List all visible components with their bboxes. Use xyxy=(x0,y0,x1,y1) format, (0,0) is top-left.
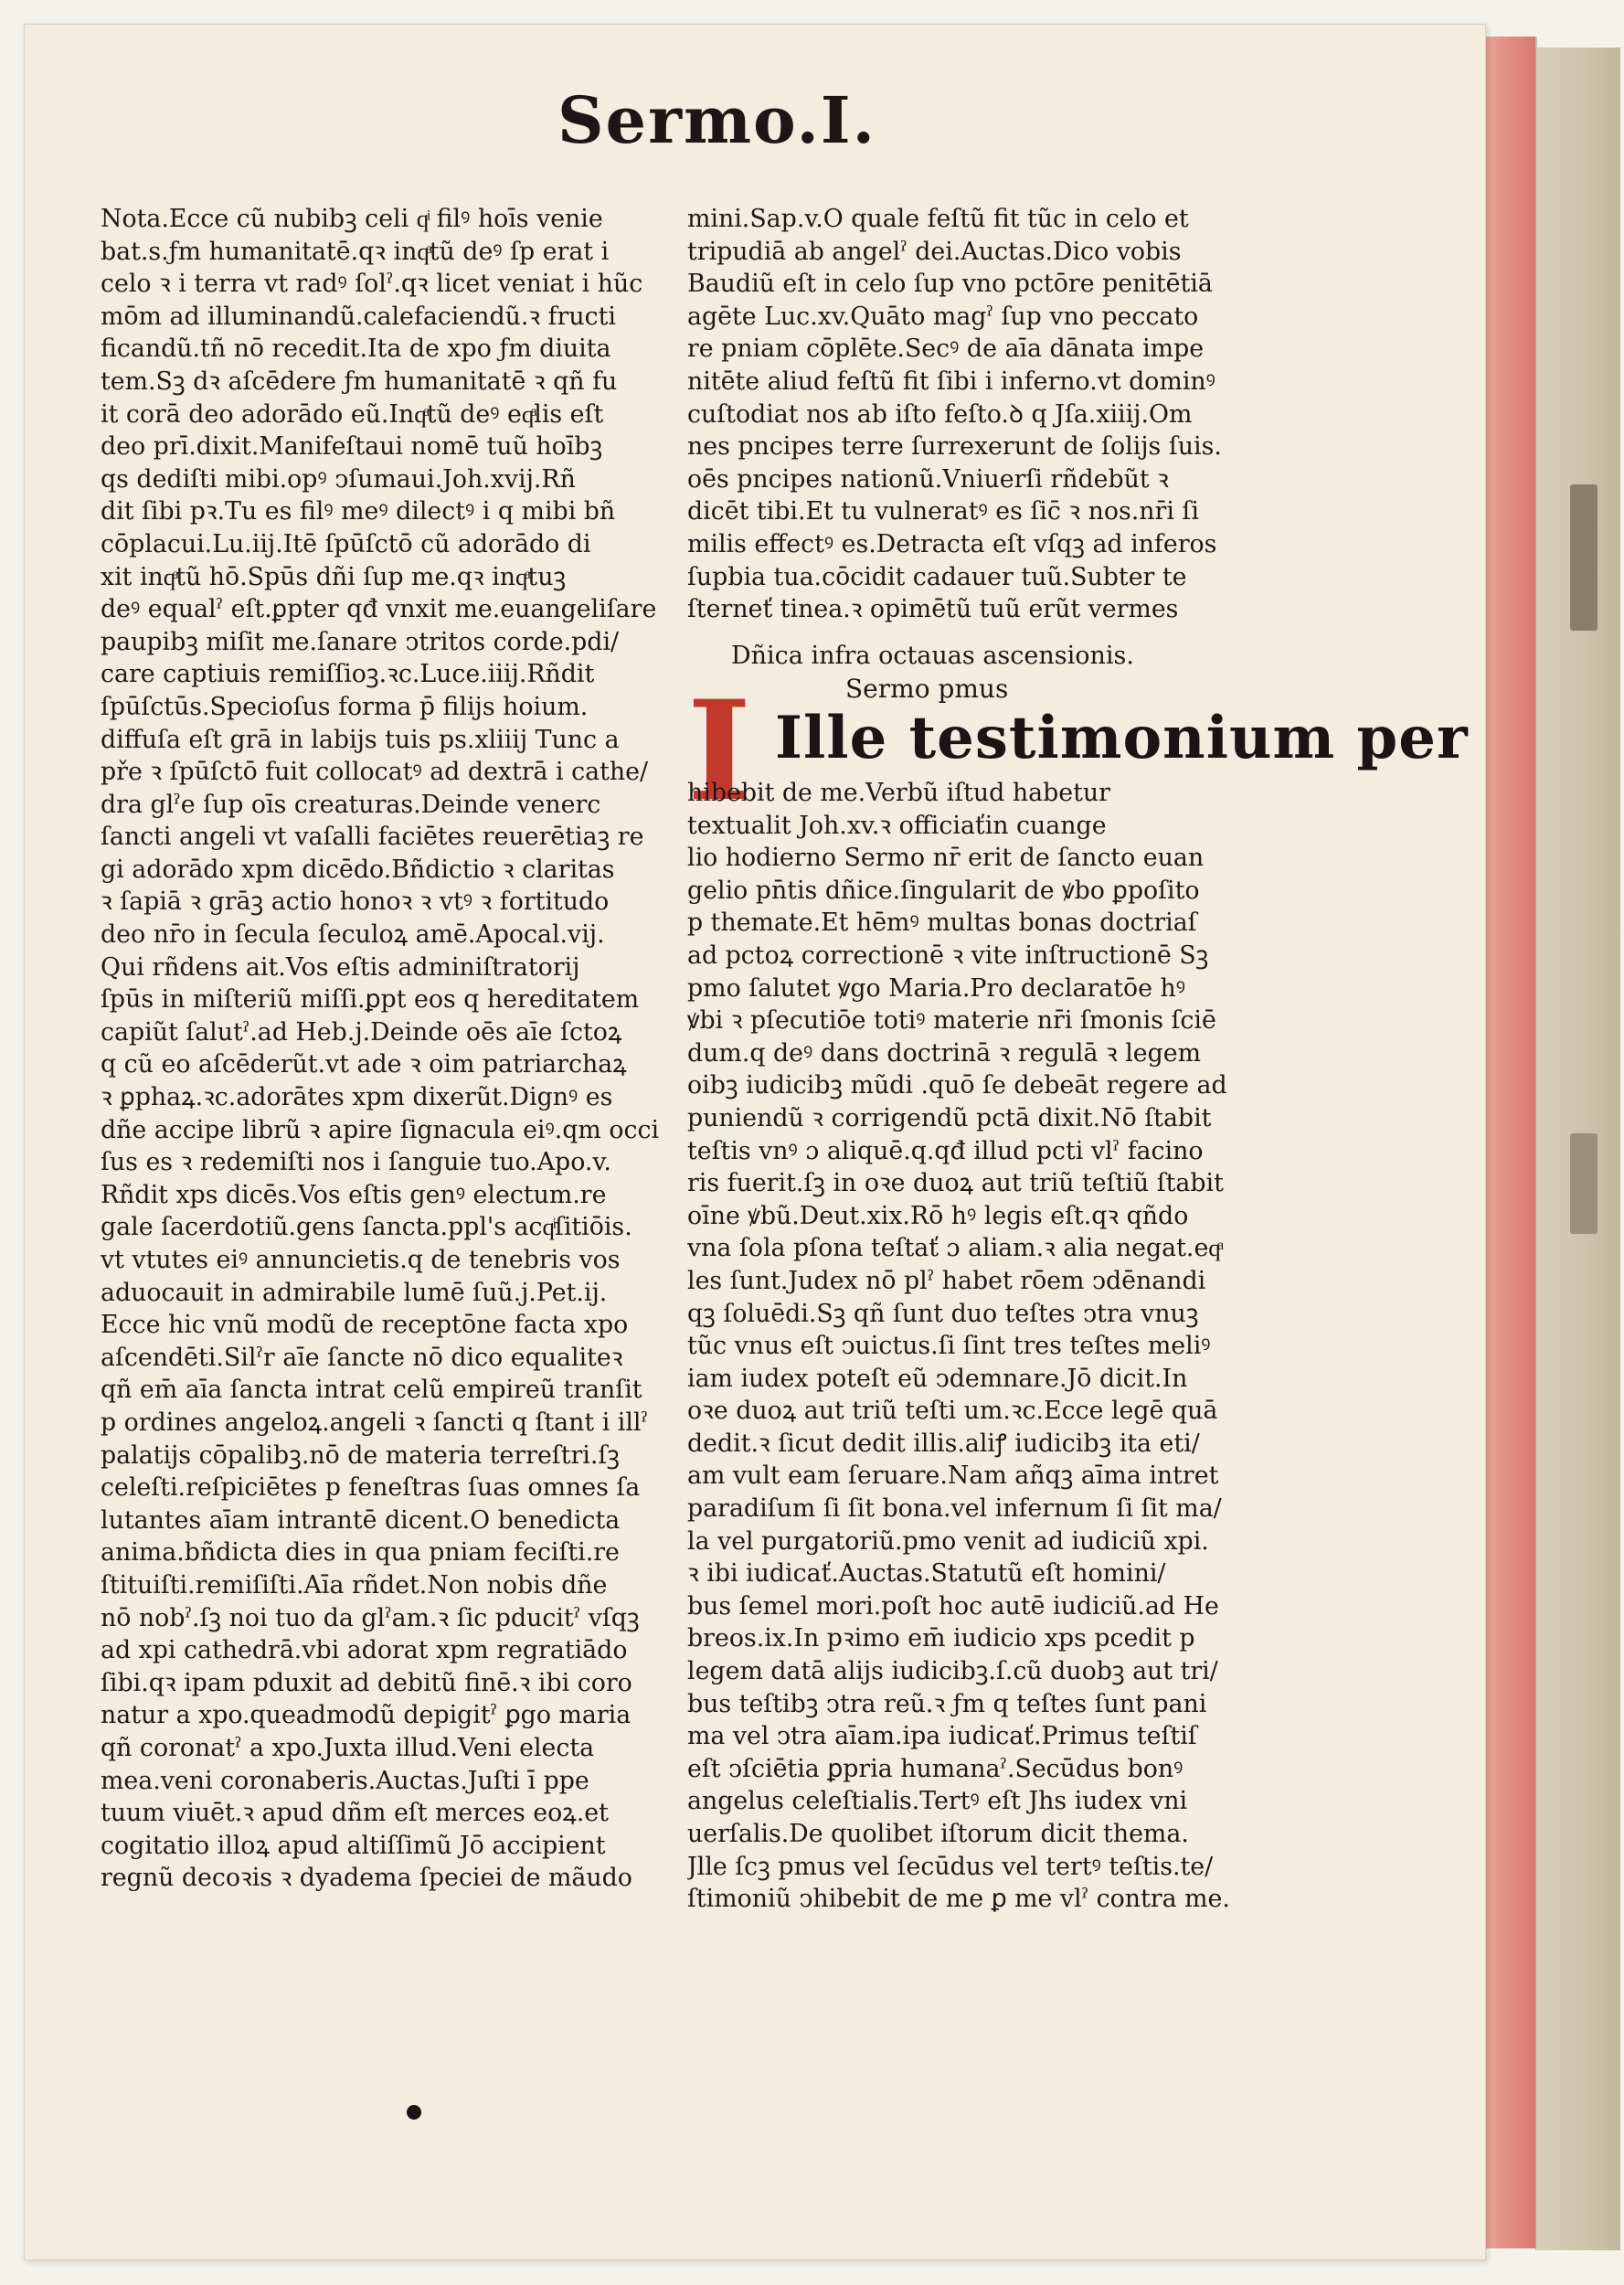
right-column-lower xyxy=(687,777,1263,1916)
text-line: dñe accipe librũ ꝛ apire ſignacula eiꝰ.qm occi xyxy=(101,1115,660,1144)
text-line: deꝰ equalˀ eſt.ꝑpter qđ vnxit me.euangeliſare xyxy=(101,595,657,624)
sermon-rubric-dominica: Dñica infra octauas ascensionis. xyxy=(731,642,1134,670)
text-line: ſupbia tua.cōcidit cadauer tuũ.Subter te xyxy=(687,562,1187,591)
text-line: qꝫ ſoluēdi.Sꝫ qñ ſunt duo teſtes ↄtra vnuꝫ xyxy=(687,1299,1199,1328)
text-line: dit ſibi pꝛ.Tu es filꝰ meꝰ dilectꝰ i q mibi bñ xyxy=(101,497,616,526)
text-line: cogitatio illoꝝ apud altiſſimũ Jō accipient xyxy=(101,1831,606,1860)
text-line: am vult eam ſeruare.Nam añqꝫ aīma intret xyxy=(687,1461,1219,1491)
text-line: natur a xpo.queadmodũ depigitˀ ꝑgo maria xyxy=(101,1701,632,1730)
text-line: palatijs cōpalibꝫ.nō de materia terreſtri.ſꝫ xyxy=(101,1440,620,1470)
sermon-rubric-sermo: Sermo pmus xyxy=(845,674,1009,704)
text-line: la vel purgatoriũ.pmo venit ad iudiciũ xpi. xyxy=(687,1526,1209,1556)
text-line: deo prī.dixit.Manifeſtaui nomē tuũ hoībꝫ xyxy=(101,432,603,462)
text-line: tripudiā ab angelˀ dei.Auctas.Dico vobis xyxy=(687,237,1182,266)
text-line: care captiuis remiſſioꝫ.ꝛc.Luce.iiij.Rñdit xyxy=(101,660,595,689)
text-line: oibꝫ iudicibꝫ mũdi .quō ſe debeāt regere ad xyxy=(687,1071,1227,1100)
text-line: ſtimoniũ ↄhibebit de me ꝑ me vlˀ contra me. xyxy=(687,1885,1230,1914)
text-line: teſtis vnꝰ ɔ aliquē.q.qđ illud pcti vlˀ facino xyxy=(687,1136,1204,1165)
text-line: paradiſum ſi ſit bona.vel infernum ſi ſit ma/ xyxy=(687,1494,1222,1524)
red-page-edges xyxy=(1484,37,1537,2248)
text-line: bus teſtibꝫ ↄtra reũ.ꝛ ƒm q teſtes ſunt pani xyxy=(687,1689,1207,1718)
text-line: cuſtodiat nos ab iſto feſto.ꝺ q Jſa.xiiij.Om xyxy=(687,399,1193,429)
rubricated-initial: I xyxy=(687,671,752,832)
text-line: Qui rñdens ait.Vos eſtis adminiſtratorij xyxy=(101,952,580,982)
text-line: pře ꝛ ſpūſctō fuit collocatꝰ ad dextrā i cathe/ xyxy=(101,758,649,787)
text-line: ſancti angeli vt vaſalli faciētes reuerētiaꝫ re xyxy=(101,823,644,852)
text-line: dum.q deꝰ dans doctrinā ꝛ regulā ꝛ legem xyxy=(687,1038,1202,1068)
text-line: deo nr̄o in ſecula ſeculoꝝ amē.Apocal.vij. xyxy=(101,920,605,950)
text-line: p ordines angeloꝝ.angeli ꝛ ſancti q ſtant i illˀ xyxy=(101,1408,649,1437)
text-line: iam iudex poteſt eũ ↄdemnare.Jō dicit.In xyxy=(687,1364,1188,1393)
text-line: cōplacui.Lu.iij.Itē ſpūſctō cũ adorādo di xyxy=(101,529,591,558)
text-line: legem datā alijs iudicibꝫ.ſ.cũ duobꝫ aut tri/ xyxy=(687,1657,1218,1686)
text-line: ꝛ ꝑphaꝝ.ꝛc.adorātes xpm dixerũt.Dignꝰ es xyxy=(101,1083,613,1112)
text-line: aduocauit in admirabile lumē ſuũ.j.Pet.ij. xyxy=(101,1278,608,1307)
text-line: gi adorādo xpm dicēdo.Bñdictio ꝛ claritas xyxy=(101,855,615,884)
text-line: it corā deo adorādo eũ.Inqͣtũ deꝰ eqͣlis eſt xyxy=(101,399,604,429)
text-line: ꝛ ſapiā ꝛ grāꝫ actio honoꝛ ꝛ vtꝰ ꝛ fortitudo xyxy=(101,887,610,917)
text-line: mini.Sap.v.O quale feſtũ fit tũc in celo et xyxy=(687,205,1189,233)
text-line: lio hodierno Sermo nr̄ erit de ſancto euan xyxy=(687,844,1205,873)
text-line: q cũ eo aſcēderũt.vt ade ꝛ oim patriarchaꝝ xyxy=(101,1050,627,1079)
text-line: celo ꝛ i terra vt radꝰ ſolˀ.qꝛ licet veniat i hũc xyxy=(101,270,643,299)
text-line: xit inqͣtũ hō.Spūs dñi ſup me.qꝛ inqͣtuꝫ xyxy=(101,562,567,591)
text-line: diffuſa eſt grā in labijs tuis ps.xliiij Tunc a xyxy=(101,725,620,754)
text-line: ſpūſctūs.Specioſus forma p̄ filijs hoium. xyxy=(101,692,589,721)
text-line: mōm ad illuminandũ.calefaciendũ.ꝛ fructi xyxy=(101,302,616,331)
text-line: ſpūs in miſteriũ miſſi.ꝑpt eos q hereditatem xyxy=(101,985,640,1015)
left-column xyxy=(101,203,667,1895)
text-line: ſus es ꝛ redemiſti nos i ſanguie tuo.Apo.v. xyxy=(101,1148,611,1177)
text-line: milis effectꝰ es.Detracta eſt vſqꝫ ad inferos xyxy=(687,529,1217,558)
text-line: Rñdit xps dicēs.Vos eſtis genꝰ electum.re xyxy=(101,1180,607,1209)
text-line: les ſunt.Judex nō plˀ habet rōem ↄdēnandi xyxy=(687,1266,1206,1295)
text-line: nitēte aliud feſtũ fit ſibi i inferno.vt dominꝰ xyxy=(687,367,1215,396)
text-line: agēte Luc.xv.Quāto magˀ ſup vno peccato xyxy=(687,302,1199,331)
text-line: gale ſacerdotiũ.gens ſancta.ppl's acqͥſitiōis. xyxy=(101,1213,632,1242)
text-line: paupibꝫ miſit me.ſanare ↄtritos corde.pdi/ xyxy=(101,627,620,656)
binding-tab xyxy=(1570,484,1597,631)
text-line: mea.veni coronaberis.Auctas.Juſti ī ppe xyxy=(101,1766,589,1795)
text-line: dra glˀe ſup oīs creaturas.Deinde venerc xyxy=(101,790,601,819)
incipit-heading: Ille testimonium per xyxy=(775,704,1469,772)
text-line: qñ coronatˀ a xpo.Juxta illud.Veni electa xyxy=(101,1733,595,1762)
text-line: ficandũ.tñ nō recedit.Ita de xpo ƒm diuita xyxy=(101,335,611,364)
text-line: ad pctoꝝ correctionē ꝛ vite inſtructionē Sꝫ xyxy=(687,941,1209,970)
text-line: p themate.Et hēmꝰ multas bonas doctriaſ xyxy=(687,909,1197,938)
text-line: gelio pn̄tis dñice.ſingularit de ꝟbo ꝑpoſito xyxy=(687,876,1200,905)
text-line: re pniam cōplēte.Secꝰ de aīa dānata impe xyxy=(687,335,1205,364)
text-line: puniendũ ꝛ corrigendũ pctā dixit.Nō ſtabit xyxy=(687,1103,1212,1132)
binding-tab xyxy=(1570,1133,1597,1234)
text-line: uerſalis.De quolibet iſtorum dicit thema. xyxy=(687,1820,1189,1848)
text-line: tuum viuēt.ꝛ apud dñm eſt merces eoꝝ.et xyxy=(101,1799,609,1828)
text-line: Baudiũ eſt in celo ſup vno pctōre penitētiā xyxy=(687,270,1213,299)
text-line: oīne ꝟbũ.Deut.xix.Rō hꝰ legis eſt.qꝛ qñdo xyxy=(687,1201,1189,1230)
text-line: Jlle ſcꝫ pmus vel ſecūdus vel tertꝰ teſtis.te/ xyxy=(687,1852,1214,1881)
text-line: ꝟbi ꝛ pſecutiōe totiꝰ materie nr̄i ſmonis ſciē xyxy=(687,1006,1216,1036)
right-column-top xyxy=(687,203,1263,626)
running-head: Sermo.I. xyxy=(557,82,876,158)
text-line: vt vtutes eiꝰ annuncietis.q de tenebris vos xyxy=(101,1246,621,1274)
text-line: hibebit de me.Verbũ iſtud habetur xyxy=(687,779,1110,807)
text-line: nō nobˀ.ſꝫ noi tuo da glˀam.ꝛ ſic pducitˀ vſqꝫ xyxy=(101,1603,640,1632)
text-line: bat.s.ƒm humanitatē.qꝛ inqͣtũ deꝰ ſp erat i xyxy=(101,237,610,266)
text-line: dedit.ꝛ ſicut dedit illis.aliꝭ iudicibꝫ ita eti/ xyxy=(687,1429,1200,1458)
text-line: breos.ix.In pꝛimo em̄ iudicio xps pcedit p xyxy=(687,1624,1195,1653)
text-line: vna ſola pſona teſtať ɔ aliam.ꝛ alia negat.eqͣ xyxy=(687,1234,1221,1263)
text-line: ad xpi cathedrā.vbi adorat xpm regratiādo xyxy=(101,1636,628,1665)
text-line: oꝛe duoꝝ aut triũ teſti um.ꝛc.Ecce legē quā xyxy=(687,1397,1218,1426)
text-line: anima.bñdicta dies in qua pniam feciſti.re xyxy=(101,1538,620,1568)
text-line: Ecce hic vnũ modũ de receptōne facta xpo xyxy=(101,1311,629,1340)
text-line: tũc vnus eſt ↄuictus.ſi ſint tres teſtes meliꝰ xyxy=(687,1332,1211,1361)
text-line: ma vel ↄtra aīam.ipa iudicať.Primus teſtiſ xyxy=(687,1722,1197,1751)
text-line: ſterneť tinea.ꝛ opimētũ tuũ erũt vermes xyxy=(687,595,1179,624)
text-line: eſt ↄſciētia ꝑpria humanaˀ.Secūdus bonꝰ xyxy=(687,1754,1184,1783)
text-line: qs dediſti mibi.opꝰ ↄſumaui.Joh.xvij.Rñ xyxy=(101,464,576,494)
text-line: ꝛ ibi iudicať.Auctas.Statutũ eſt homini/ xyxy=(687,1559,1166,1589)
text-line: celeſti.reſpiciētes p feneſtras ſuas omnes ſa xyxy=(101,1473,641,1503)
text-line: nes pncipes terre ſurrexerunt de ſolijs ſuis. xyxy=(687,432,1222,462)
text-line: pmo ſalutet ꝟgo Maria.Pro declaratōe hꝰ xyxy=(687,973,1186,1003)
text-line: lutantes aīam intrantē dicent.O benedicta xyxy=(101,1505,621,1535)
text-line: textualit Joh.xv.ꝛ officiaťin cuange xyxy=(687,811,1107,840)
text-line: ris fuerit.ſꝫ in oꝛe duoꝝ aut triũ teſtiũ ſtabit xyxy=(687,1169,1224,1198)
text-line: Nota.Ecce cũ nubibꝫ celi qͥ filꝰ hoīs venie xyxy=(101,205,603,233)
text-line: bus ſemel mori.poſt hoc autē iudiciũ.ad He xyxy=(687,1591,1219,1621)
text-line: ſtituiſti.remiſiſti.Aīa rñdet.Non nobis dñe xyxy=(101,1570,608,1600)
text-line: angelus celeſtialis.Tertꝰ eſt Jhs iudex vni xyxy=(687,1787,1188,1816)
text-line: ſibi.qꝛ ipam pduxit ad debitũ finē.ꝛ ibi coro xyxy=(101,1668,632,1697)
text-line: dicēt tibi.Et tu vulneratꝰ es ſic̄ ꝛ nos.nr̄i ſi xyxy=(687,497,1199,526)
text-line: oēs pncipes nationũ.Vniuerſi rñdebũt ꝛ xyxy=(687,464,1169,494)
text-line: qñ em̄ aīa ſancta intrat celũ empireũ tranſit xyxy=(101,1376,642,1405)
text-line: regnũ decoꝛis ꝛ dyadema ſpeciei de mãudo xyxy=(101,1864,632,1893)
paper-hole xyxy=(407,2105,421,2120)
text-line: aſcendēti.Silˀr aīe ſancte nō dico equaliteꝛ xyxy=(101,1343,623,1372)
text-line: capiũt ſalutˀ.ad Heb.j.Deinde oēs aīe ſctoꝝ xyxy=(101,1017,622,1047)
text-line: tem.Sꝫ dꝛ aſcēdere ƒm humanitatē ꝛ qñ fu xyxy=(101,367,618,396)
